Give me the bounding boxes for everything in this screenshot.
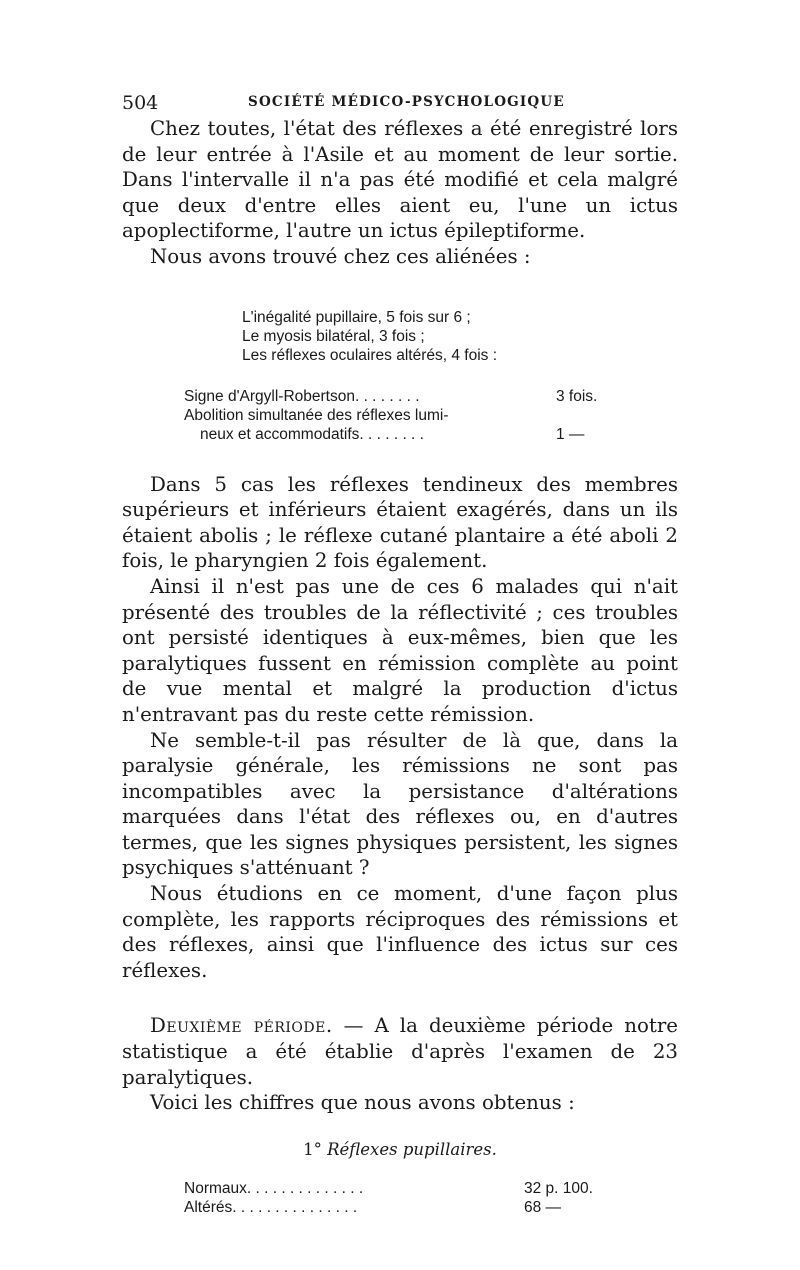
row-value: 68 —	[524, 1198, 562, 1216]
pupillary-table	[184, 1179, 624, 1217]
row-value: 32 p. 100.	[524, 1179, 593, 1197]
section-second-period	[122, 1013, 678, 1090]
subheading-title: Réflexes pupillaires.	[327, 1139, 497, 1159]
subheading-number: 1°	[303, 1139, 322, 1159]
section-text: — A la deuxième période notre statistique a été établie d'après l'examen de 23 paralytiques.	[122, 1014, 679, 1089]
table-row	[184, 425, 624, 444]
table-row	[184, 1198, 624, 1217]
section-heading: Deuxième période.	[150, 1014, 333, 1038]
signs-table	[184, 387, 624, 444]
list-item: Le myosis bilatéral, 3 fois ;	[242, 327, 425, 345]
table-row	[184, 387, 624, 406]
row-label: Altérés. . . . . . . . . . . . . . .	[184, 1198, 358, 1216]
paragraph-reflex-recording: Chez toutes, l'état des réflexes a été enregistré lors de leur entrée à l'Asile et au moment de leur sortie. Dans l'intervalle il n'a pas été modifié et cela malgré que deux d'entre elles aient eu, l'une un ictus apoplectiforme, l'autre un ictus épileptiforme.	[122, 117, 678, 243]
paragraph-tendon-reflexes: Dans 5 cas les réflexes tendineux des membres supérieurs et inférieurs étaient exagérés, dans un ils étaient abolis ; le réflexe cutané plantaire a été aboli 2 fois, le pharyngien 2 fois également.	[122, 472, 678, 573]
pupillary-inequality-list	[242, 308, 678, 365]
list-item: Les réflexes oculaires altérés, 4 fois :	[242, 346, 498, 364]
row-label: Normaux. . . . . . . . . . . . . .	[184, 1179, 364, 1197]
paragraph-current-study: Nous étudions en ce moment, d'une façon plus complète, les rapports réciproques des rémissions et des réflexes, ainsi que l'influence des ictus sur ces réflexes.	[122, 882, 678, 982]
table-row	[184, 1179, 624, 1198]
row-label: Abolition simultanée des réflexes lumi-	[184, 406, 449, 424]
paragraph-remission-question: Ne semble-t-il pas résulter de là que, dans la paralysie générale, les rémissions ne sont pas incompatibles avec la persistance d'altérations marquées dans l'état des réflexes ou, en d'autres termes, que les signes physiques persistent, les signes psychiques s'atténuant ?	[122, 728, 678, 880]
running-header	[122, 92, 678, 116]
table-row	[184, 406, 624, 425]
page-number: 504	[122, 92, 159, 114]
row-label: neux et accommodatifs. . . . . . . .	[200, 425, 424, 443]
row-value: 1 —	[556, 425, 585, 443]
book-page	[122, 92, 678, 1217]
row-label: Signe d'Argyll-Robertson. . . . . . . .	[184, 387, 420, 405]
paragraph-reflectivity-troubles: Ainsi il n'est pas une de ces 6 malades qui n'ait présenté des troubles de la réflectivité ; ces troubles ont persisté identiques à eux-mêmes, bien que les paralytiques fussent en rémission complète au point de vue mental et malgré la production d'ictus n'entravant pas du reste cette rémission.	[122, 574, 678, 726]
paragraph-figures-intro: Voici les chiffres que nous avons obtenus :	[150, 1091, 575, 1115]
paragraph-findings-intro: Nous avons trouvé chez ces aliénées :	[150, 244, 531, 268]
row-value: 3 fois.	[556, 387, 598, 405]
running-title: SOCIÉTÉ MÉDICO-PSYCHOLOGIQUE	[248, 94, 565, 110]
subheading-pupillary	[122, 1140, 678, 1159]
list-item: L'inégalité pupillaire, 5 fois sur 6 ;	[242, 308, 471, 326]
